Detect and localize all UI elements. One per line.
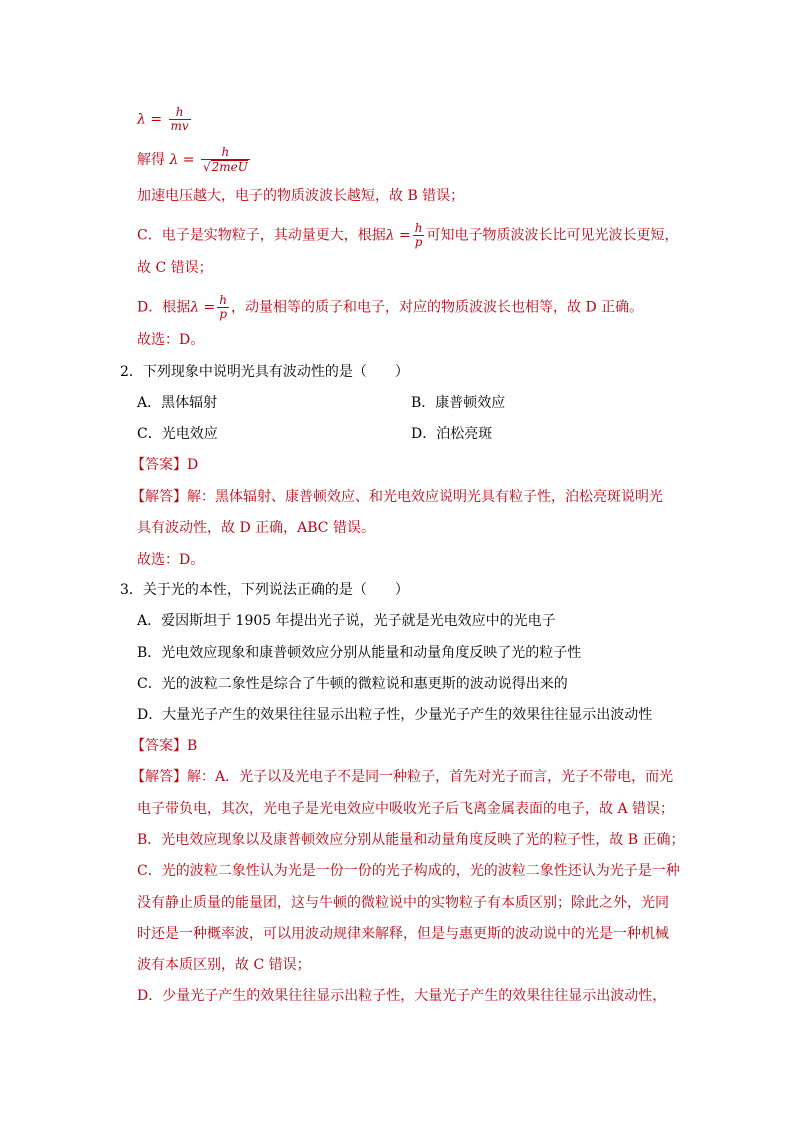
formula-lhs: λ = <box>137 111 163 128</box>
q3-answer: 【答案】B <box>131 738 198 754</box>
formula-lambda-h-over-mv <box>137 106 193 133</box>
q3-option-d: D．大量光子产生的效果往往显示出粒子性，少量光子产生的效果往往显示出波动性 <box>137 707 653 723</box>
q3-option-c: C．光的波粒二象性是综合了牛顿的微粒说和惠更斯的波动说得出来的 <box>137 676 568 692</box>
fraction-numerator: h <box>221 145 230 159</box>
q3-analysis-line: B．光电效应现象以及康普顿效应分别从能量和动量角度反映了光的粒子性，故 B 正确； <box>137 832 685 848</box>
q3-analysis-line: D．少量光子产生的效果往往显示出粒子性，大量光子产生的效果往往显示出波动性， <box>137 988 667 1004</box>
q3-analysis-line: 【解答】解：A．光子以及光电子不是同一种粒子，首先对光子而言，光子不带电，而光 <box>131 769 674 785</box>
line-d-prefix: D．根据 <box>137 299 191 316</box>
fraction-numerator: h <box>219 293 228 307</box>
solve-prefix: 解得 <box>137 152 165 168</box>
sqrt-radicand: 2meU <box>211 160 248 174</box>
q3-option-b: B．光电效应现象和康普顿效应分别从能量和动量角度反映了光的粒子性 <box>137 645 582 661</box>
fraction-numerator: h <box>175 105 184 119</box>
question-3-stem: 3．关于光的本性，下列说法正确的是（ ） <box>120 582 409 598</box>
q3-analysis-line: 波有本质区别，故 C 错误； <box>137 957 311 973</box>
fraction-numerator: h <box>414 221 423 235</box>
analysis-line-c2: 故 C 错误； <box>137 260 213 276</box>
q2-choose: 故选：D。 <box>137 552 205 568</box>
fraction <box>201 146 250 174</box>
fraction-denominator: mv <box>170 119 189 133</box>
fraction <box>413 222 425 249</box>
sqrt-sign: √ <box>202 160 211 174</box>
q3-analysis-line: C．光的波粒二象性认为光是一份一份的光子构成的，光的波粒二象性还认为光子是一种 <box>137 863 680 879</box>
q2-option-a: A．黑体辐射 <box>137 395 218 411</box>
q3-analysis-line: 没有静止质量的能量团，这与牛顿的微粒说中的实物粒子有本质区别；除此之外，光同 <box>137 895 669 911</box>
q2-option-d: D．泊松亮斑 <box>411 426 493 442</box>
q3-option-a: A．爱因斯坦于 1905 年提出光子说，光子就是光电效应中的光电子 <box>137 613 556 629</box>
question-2-stem: 2．下列现象中说明光具有波动性的是（ ） <box>120 364 409 380</box>
q3-analysis-line: 时还是一种概率波，可以用波动规律来解释，但是与惠更斯的波动说中的光是一种机械 <box>137 926 669 942</box>
choose-line: 故选：D。 <box>137 332 205 348</box>
fraction <box>169 106 191 133</box>
formula-lhs: λ = <box>190 299 216 316</box>
fraction-denominator: p <box>219 307 227 321</box>
q2-answer: 【答案】D <box>131 457 199 473</box>
analysis-line-d <box>137 294 643 321</box>
fraction <box>217 294 229 321</box>
line-c-prefix: C．电子是实物粒子，其动量更大，根据 <box>137 227 386 244</box>
fraction-denominator: p <box>414 235 423 249</box>
line-d-suffix: ，动量相等的质子和电子，对应的物质波波长也相等，故 D 正确。 <box>231 299 644 316</box>
analysis-line-c <box>137 222 679 249</box>
q2-analysis-line: 【解答】解：黑体辐射、康普顿效应、和光电效应说明光具有粒子性，泊松亮斑说明光 <box>131 489 663 505</box>
line-c-suffix: 可知电子物质波波长比可见光波长更短， <box>426 227 679 244</box>
q2-analysis-line: 具有波动性，故 D 正确，ABC 错误。 <box>137 520 375 536</box>
formula-lhs: λ = <box>385 227 411 244</box>
formula-solve-lambda <box>137 146 252 174</box>
analysis-line-b: 加速电压越大，电子的物质波波长越短，故 B 错误； <box>137 188 465 204</box>
q3-analysis-line: 电子带负电，其次，光电子是光电效应中吸收光子后飞离金属表面的电子，故 A 错误； <box>137 801 675 817</box>
fraction-denominator <box>201 159 250 174</box>
q2-option-b: B．康普顿效应 <box>411 395 506 411</box>
q2-option-c: C．光电效应 <box>137 426 218 442</box>
formula-lhs: λ = <box>169 152 195 168</box>
